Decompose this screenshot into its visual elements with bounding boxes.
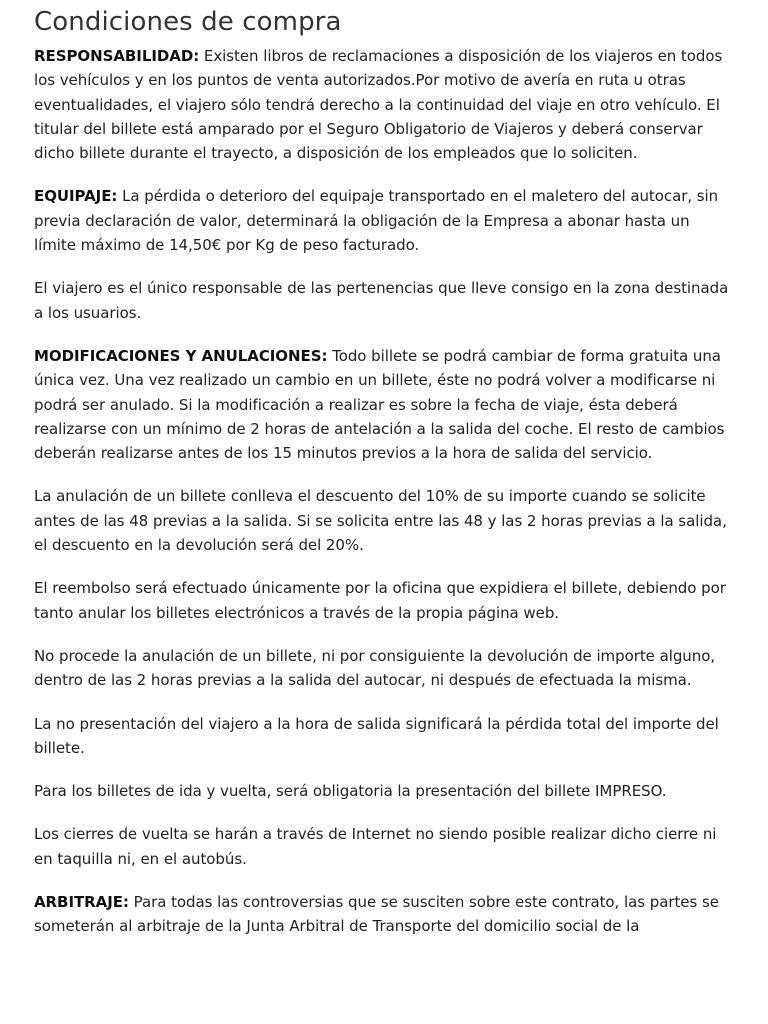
paragraph-modificaciones xyxy=(34,344,734,465)
paragraph-reembolso xyxy=(34,576,734,625)
paragraph-cierres xyxy=(34,822,734,871)
text-reembolso: El reembolso será efectuado únicamente por la oficina que expidiera el billete, debiendo por tanto anular los billetes electrónicos a través de la propia página web. xyxy=(34,579,726,622)
text-arbitraje: Para todas las controversias que se susciten sobre este contrato, las partes se someterán al arbitraje de la Junta Arbitral de Transporte del domicilio social de la xyxy=(34,893,719,936)
text-pertenencias: El viajero es el único responsable de las pertenencias que lleve consigo en la zona destinada a los usuarios. xyxy=(34,279,729,322)
page-title: Condiciones de compra xyxy=(34,7,342,37)
text-no-presentacion: La no presentación del viajero a la hora de salida significará la pérdida total del importe del billete. xyxy=(34,714,719,757)
text-modificaciones: Todo billete se podrá cambiar de forma gratuita una única vez. Una vez realizado un cambio en un billete, éste no podrá volver a modificarse ni podrá ser anulado. Si la modificación a realizar es sobre la fecha de viaje, ésta deberá realizarse con un mínimo de 2 horas de antelación a la salida del coche. El resto de cambios deberán realizarse antes de los 15 minutos previos a la hora de salida del servicio. xyxy=(34,346,725,463)
paragraph-equipaje xyxy=(34,184,734,257)
text-cierres: Los cierres de vuelta se harán a través de Internet no siendo posible realizar dicho cierre ni en taquilla ni, en el autobús. xyxy=(34,825,717,868)
heading-equipaje: EQUIPAJE: xyxy=(34,187,118,206)
text-equipaje: La pérdida o deterioro del equipaje transportado en el maletero del autocar, sin previa declaración de valor, determinará la obligación de la Empresa a abonar hasta un límite máximo de 14,50€ por Kg de peso facturado. xyxy=(34,187,719,255)
paragraph-no-presentacion xyxy=(34,712,734,761)
paragraph-responsabilidad xyxy=(34,44,734,165)
paragraph-pertenencias xyxy=(34,276,734,325)
text-no-procede: No procede la anulación de un billete, ni por consiguiente la devolución de importe alguno, dentro de las 2 horas previas a la salida del autocar, ni después de efectuada la misma. xyxy=(34,646,716,690)
text-ida-vuelta: Para los billetes de ida y vuelta, será obligatoria la presentación del billete IMPRESO. xyxy=(34,782,667,801)
paragraph-arbitraje xyxy=(34,890,734,939)
text-anulacion: La anulación de un billete conlleva el descuento del 10% de su importe cuando se solicite antes de las 48 previas a la salida. Si se solicita entre las 48 y las 2 horas previas a la salida, el descuento en la devolución será del 20%. xyxy=(34,487,727,555)
paragraph-ida-vuelta xyxy=(34,779,734,803)
paragraph-no-procede xyxy=(34,644,734,693)
heading-arbitraje: ARBITRAJE: xyxy=(34,893,129,912)
paragraph-anulacion xyxy=(34,484,734,557)
heading-responsabilidad: RESPONSABILIDAD: xyxy=(34,47,200,65)
text-responsabilidad: Existen libros de reclamaciones a disposición de los viajeros en todos los vehículos y en los puntos de venta autorizados.Por motivo de avería en ruta u otras eventualidades, el viajero sólo tendrá derecho a la continuidad del viaje en otro vehículo. El titular del billete está amparado por el Seguro Obligatorio de Viajeros y deberá conservar dicho billete durante el trayecto, a disposición de los empleados que lo soliciten. xyxy=(34,47,723,163)
heading-modificaciones: MODIFICACIONES Y ANULACIONES: xyxy=(34,346,328,365)
